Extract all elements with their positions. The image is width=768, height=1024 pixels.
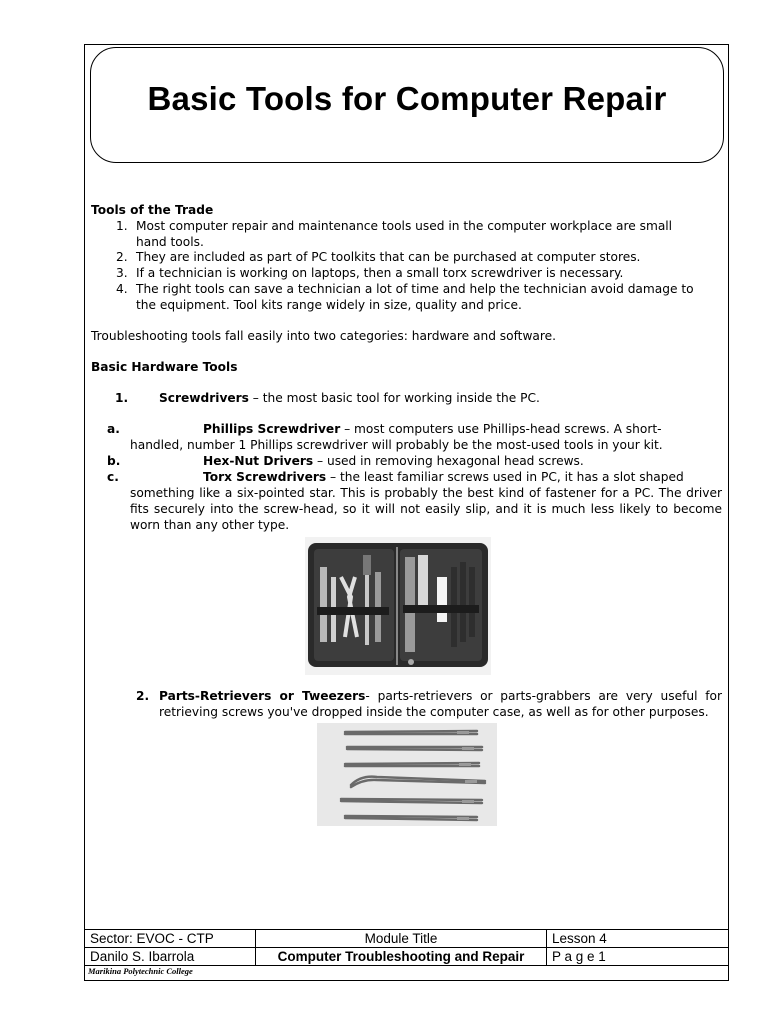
- hexnut-desc: – used in removing hexagonal head screws.: [313, 454, 584, 468]
- list-item-number: 3.: [116, 266, 128, 280]
- title-box: [90, 47, 724, 163]
- hexnut-term: Hex-Nut Drivers: [203, 454, 314, 468]
- footer-module-title: Computer Troubleshooting and Repair: [256, 948, 547, 966]
- footer-sector: Sector: EVOC - CTP: [85, 930, 256, 948]
- parts-number: 2.: [136, 689, 150, 703]
- sub-item-letter: b.: [107, 454, 121, 468]
- torx-item: [203, 469, 684, 485]
- hardware-heading: Basic Hardware Tools: [91, 360, 238, 374]
- screwdrivers-item: [159, 390, 540, 406]
- hexnut-item: [203, 453, 584, 469]
- list-item: If a technician is working on laptops, then a small torx screwdriver is necessary.: [136, 266, 624, 280]
- footer-college: Marikina Polytechnic College: [88, 966, 193, 976]
- list-item: Most computer repair and maintenance tools used in the computer workplace are small: [136, 219, 673, 233]
- list-item-continuation: hand tools.: [136, 235, 204, 249]
- list-item-number: 2.: [116, 250, 128, 264]
- phillips-desc: – most computers use Phillips-head screws. A short-: [340, 422, 662, 436]
- phillips-item: [203, 421, 662, 437]
- list-item: The right tools can save a technician a lot of time and help the technician avoid damage to: [136, 282, 694, 296]
- parts-term: Parts-Retrievers or Tweezers: [159, 689, 366, 703]
- tweezers-photo: [317, 723, 497, 826]
- list-item: They are included as part of PC toolkits that can be purchased at computer stores.: [136, 250, 641, 264]
- list-item-number: 1.: [116, 219, 128, 233]
- screwdrivers-number: 1.: [115, 391, 129, 405]
- footer-author: Danilo S. Ibarrola: [85, 948, 256, 966]
- footer-page: P a g e 1: [547, 948, 729, 966]
- screwdrivers-desc: – the most basic tool for working inside the PC.: [248, 391, 540, 405]
- list-item-continuation: the equipment. Tool kits range widely in size, quality and price.: [136, 298, 522, 312]
- list-item-number: 4.: [116, 282, 128, 296]
- phillips-continuation: handled, number 1 Phillips screwdriver will probably be the most-used tools in your kit.: [130, 438, 663, 452]
- phillips-term: Phillips Screwdriver: [203, 422, 341, 436]
- parts-item: [159, 688, 722, 720]
- troubleshooting-text: Troubleshooting tools fall easily into two categories: hardware and software.: [91, 329, 557, 343]
- footer-table: [84, 929, 729, 966]
- torx-continuation: something like a six-pointed star. This is probably the best kind of fastener for a PC. The driver fits securely into the screw-head, so it will not easily slip, and it is much less likely to become worn than any other type.: [130, 486, 722, 532]
- screwdrivers-term: Screwdrivers: [159, 391, 249, 405]
- page-title: Basic Tools for Computer Repair: [147, 80, 667, 117]
- footer-lesson: Lesson 4: [547, 930, 729, 948]
- tools-heading: Tools of the Trade: [91, 203, 214, 217]
- sub-item-letter: c.: [107, 470, 119, 484]
- toolkit-photo: [305, 537, 491, 675]
- torx-term: Torx Screwdrivers: [203, 470, 327, 484]
- footer-module-title-label: Module Title: [256, 930, 547, 948]
- sub-item-letter: a.: [107, 422, 120, 436]
- torx-desc: – the least familiar screws used in PC, it has a slot shaped: [326, 470, 684, 484]
- parts-desc: - parts-retrievers or parts-grabbers are very useful for retrieving screws you've dropped inside the computer case, as well as for other purposes.: [159, 689, 723, 719]
